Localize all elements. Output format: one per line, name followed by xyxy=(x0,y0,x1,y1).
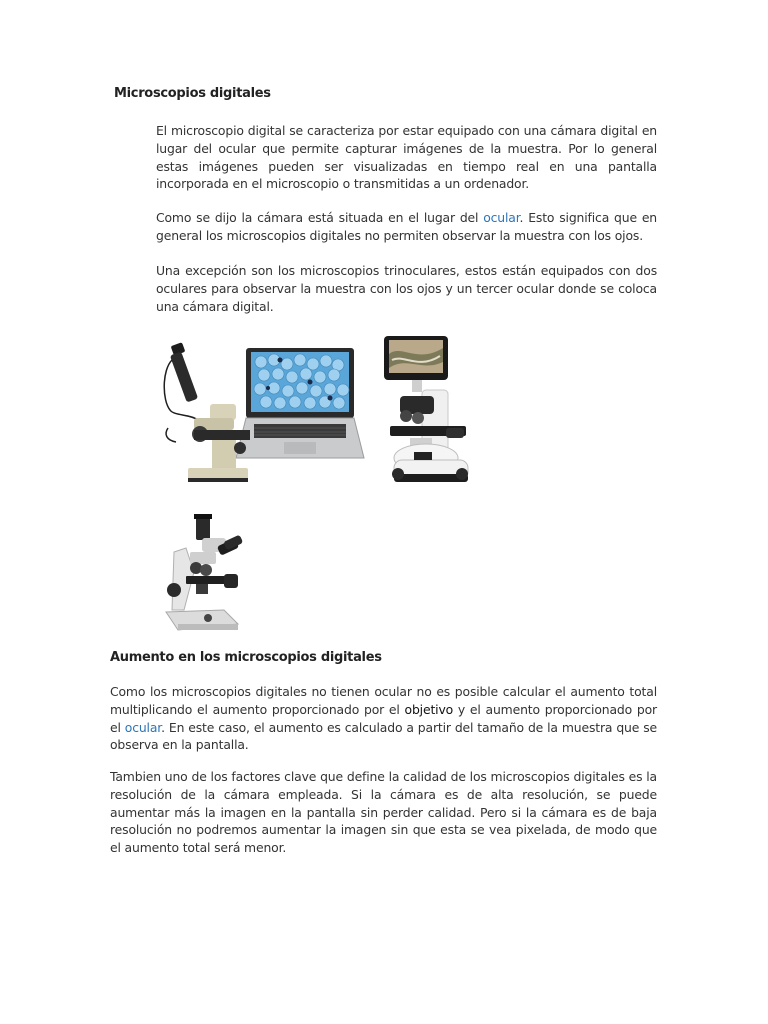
text-fragment: . En este caso, el aumento es calculado a partir del tamaño de la muestra que se observa en la pantalla. xyxy=(110,719,657,753)
objetivo-term: objetivo xyxy=(404,701,454,717)
text-fragment: y el aumento proporcionado por el xyxy=(110,701,657,735)
ocular-link[interactable]: ocular xyxy=(483,210,520,225)
section-title-digital-microscopes: Microscopios digitales xyxy=(114,86,271,101)
ocular-link-2[interactable]: ocular xyxy=(124,719,162,735)
paragraph-camera-location xyxy=(156,209,657,245)
paragraph-magnification-calc xyxy=(110,683,657,754)
text-fragment: Como se dijo la cámara está situada en el lugar del xyxy=(156,210,484,225)
text-fragment: Como los microscopios digitales no tienen ocular no es posible calcular el aumento total multiplicando el aumento proporcionado por el xyxy=(110,684,657,717)
trinocular-microscope-image xyxy=(164,512,248,634)
section-title-magnification: Aumento en los microscopios digitales xyxy=(110,650,382,665)
paragraph-trinocular: Una excepción son los microscopios trinoculares, estos están equipados con dos oculares para observar la muestra con los ojos y un tercer ocular donde se coloca una cámara digital. xyxy=(156,263,657,314)
digital-microscope-laptop-image xyxy=(160,340,368,490)
lcd-digital-microscope-image xyxy=(382,334,472,494)
paragraph-camera-resolution: Tambien uno de los factores clave que define la calidad de los microscopios digitales es la resolución de la cámara empleada. Si la cámara es de alta resolución, se puede aumentar más la imagen en la pantalla sin perder calidad. Pero si la cámara es de baja resolución no podremos aumentar la imagen sin que esta se vea pixelada, de modo que el aumento total será menor. xyxy=(110,769,657,856)
text-fragment: . Esto significa que en general los microscopios digitales no permiten observar la muestra con los ojos. xyxy=(156,210,657,243)
paragraph-definition: El microscopio digital se caracteriza por estar equipado con una cámara digital en lugar del ocular que permite capturar imágenes de la muestra. Por lo general estas imágenes pueden ser visualizadas en tiempo real en una pantalla incorporada en el microscopio o transmitidas a un ordenador. xyxy=(156,123,657,192)
